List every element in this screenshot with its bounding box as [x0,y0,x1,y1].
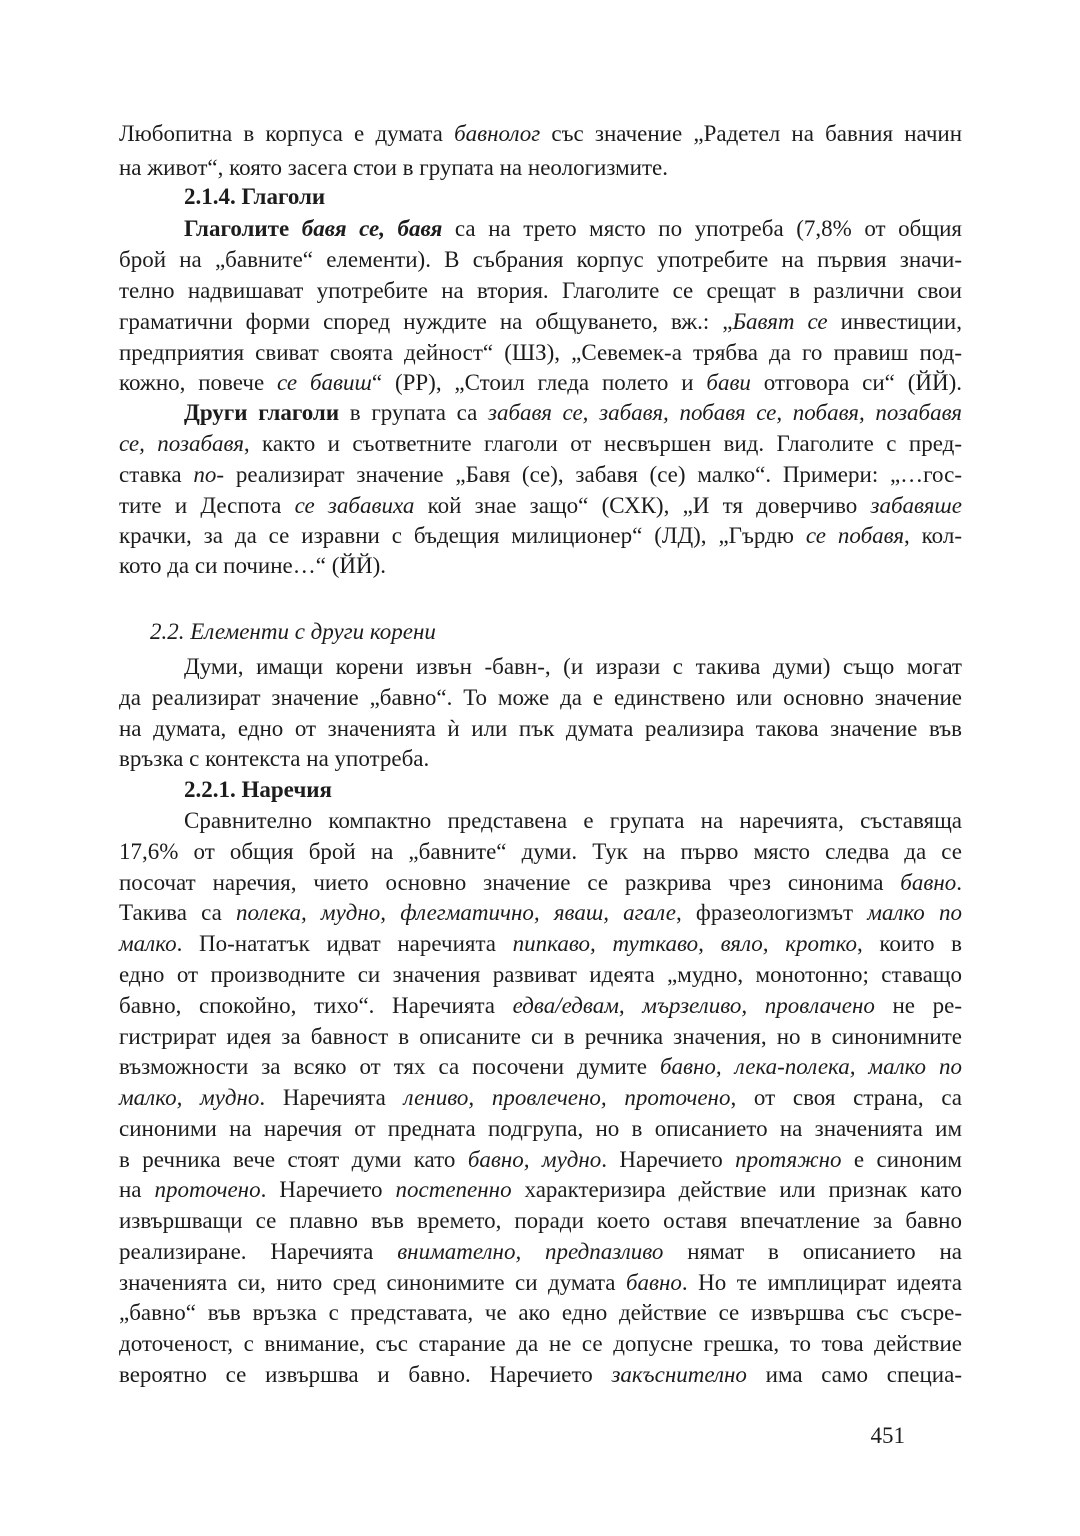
text-line: вероятно се извършва и бавно. Наречието закъснително има само специа- [119,1362,962,1387]
text-line: извършващи се плавно във времето, поради което оставя впечатление за бавно [119,1208,962,1233]
text-line: Други глаголи в групата са забавя се, забавя, побавя се, побавя, позабавя [184,400,962,425]
text-line: брой на „бавните“ елементи). В събрания корпус употребите на първия значи- [119,247,962,272]
text-line: на живот“, която засега стои в групата на неологизмите. [119,155,668,180]
text-line: малко, мудно. Наречията лениво, провлечено, проточено, от своя страна, са [119,1085,963,1110]
text-line: едно от производните си значения развиват идеята „мудно, монотонно; ставащо [119,962,962,987]
text-line: Такива са полека, мудно, флегматично, яваш, агале, фразеологизмът малко по [119,900,963,925]
text-line: на проточено. Наречието постепенно характеризира действие или признак като [119,1177,962,1202]
text-line: тите и Деспота се забавиха кой знае защо“ (СХК), „И тя доверчиво забавяше [119,493,962,518]
text-line: в речника вече стоят думи като бавно, мудно. Наречието протяжно е синоним [119,1147,962,1172]
text-line: предприятия свиват своята дейност“ (ШЗ), „Севемек-а трябва да го правиш под- [119,340,962,365]
text-line: бавно, спокойно, тихо“. Наречията едва/едвам, мързеливо, провлачено не ре- [119,993,962,1018]
text-line: възможности за всяко от тях са посочени думите бавно, лека-полека, малко по [119,1054,962,1079]
text-line: връзка с контекста на употреба. [119,746,430,771]
text-line: крачки, за да се изравни с бъдещия милиционер“ (ЛД), „Гърдю се побавя, кол- [119,523,963,548]
text-line: кото да си почине…“ (ЙЙ). [119,553,386,578]
text-line: доточеност, с внимание, със старание да не се допусне грешка, то това действие [119,1331,962,1356]
text-line: реализиране. Наречията внимателно, предпазливо нямат в описанието на [119,1239,962,1264]
text-line: значенията си, нито сред синонимите си думата бавно. Но те имплицират идеята [119,1270,962,1295]
text-line: граматични форми според нуждите на общуването, вж.: „Бавят се инвестиции, [119,309,962,334]
text-line: 17,6% от общия брой на „бавните“ думи. Тук на първо място следва да се [119,839,962,864]
text-line: „бавно“ във връзка с представата, че ако едно действие се извършва със съсре- [119,1300,962,1325]
text-line: Сравнително компактно представена е групата на наречията, съставяща [184,808,962,833]
text-line: посочат наречия, чието основно значение се разкрива чрез синонима бавно. [119,870,962,895]
text-line: ставка по- реализират значение „Бавя (се), забавя (се) малко“. Примери: „…гос- [119,462,962,487]
text-line: на думата, едно от значенията ѝ или пък думата реализира такова значение във [119,716,962,741]
text-line: Любопитна в корпуса е думата бавнолог със значение „Радетел на бавния начин [119,121,963,146]
text-line: се, позабавя, както и съответните глаголи от несвършен вид. Глаголите с пред- [119,431,962,456]
subsection-heading: 2.2. Елементи с други корени [150,619,436,644]
text-line: Думи, имащи корени извън -бавн-, (и изрази с такива думи) също могат [184,654,962,679]
section-heading: 2.2.1. Наречия [184,777,332,802]
page-number: 451 [870,1423,905,1448]
text-line: да реализират значение „бавно“. То може да е единствено или основно значение [119,685,962,710]
text-line: синоними на наречия от предната подгрупа, но в описанието на значенията им [119,1116,962,1141]
text-line: гистрират идея за бавност в описаните си в речника значения, но в синонимните [119,1024,962,1049]
section-heading: 2.1.4. Глаголи [184,184,326,209]
text-line: малко. По-нататък идват наречията пипкаво, туткаво, вяло, кротко, които в [119,931,962,956]
text-line: Глаголите бавя се, бавя са на трето място по употреба (7,8% от общия [184,216,962,241]
text-line: телно надвишават употребите на втория. Глаголите се срещат в различни свои [119,278,962,303]
text-line: кожно, повече се бавиш“ (РР), „Стоил гледа полето и бави отговора си“ (ЙЙ). [119,370,962,395]
